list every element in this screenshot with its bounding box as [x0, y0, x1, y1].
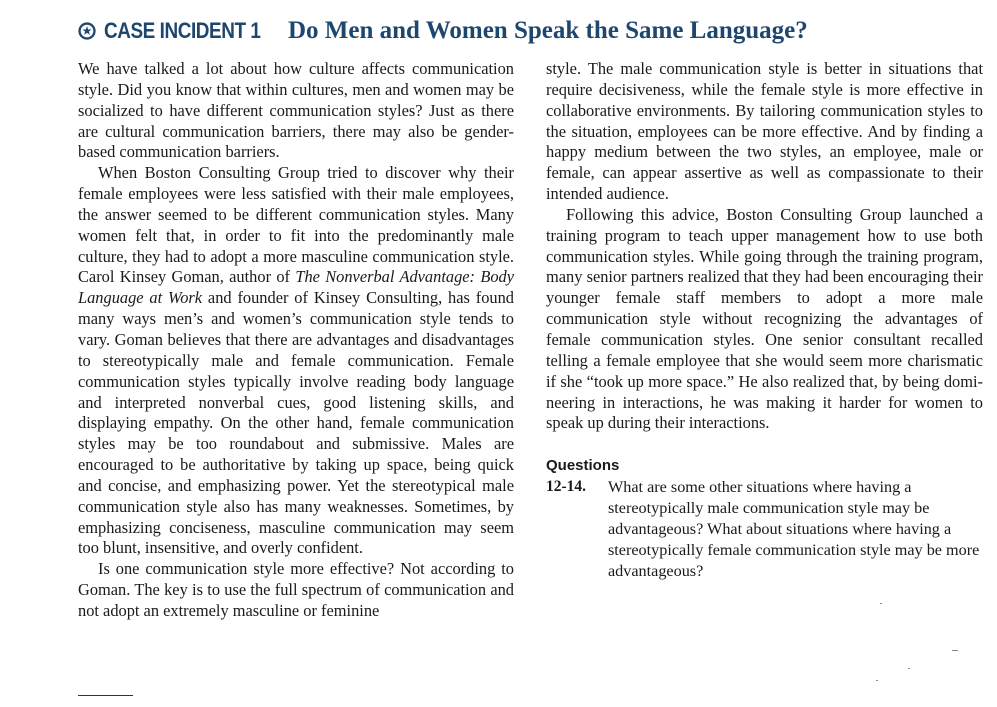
paragraph: Is one communication style more effective? Not according to Goman. The key is to use the full spectrum of communication and not adopt an extremely masculine or feminine: [78, 559, 514, 620]
case-title: Do Men and Women Speak the Same Language?: [288, 17, 808, 44]
case-header: [78, 14, 808, 48]
question-item: [546, 477, 983, 581]
footnote-rule: [78, 695, 133, 696]
speck: [876, 680, 878, 681]
question-text: What are some other situations where having a stereotypically male communication style may be advantageous? What about situations where having a stereotypically female communication style may be more advantageous?: [608, 478, 980, 580]
paragraph: [78, 163, 514, 559]
paragraph: style. The male communication style is better in situations that require decisiveness, while the female style is more effective in collaborative environments. By tailoring communication styles to the situation, employees can be more effective. And by finding a happy medium between the two styles, an employee, male or female, can appear assertive as well as compassionate to their intended audience.: [546, 59, 983, 204]
paragraph: Following this advice, Boston Consulting Group launched a training program to teach upper management how to use both communication styles. While going through the training program, many senior partners realized that they had been encouraging their younger female staff members to adopt a more male communication style without recognizing the advantages of female communication styles. One senior consultant recalled telling a female employee that she would seem more charismatic if she “took up more space.” He also realized that, by being domineering in interactions, he was making it harder for women to speak up during their interactions.: [546, 204, 983, 433]
right-column: [546, 59, 983, 581]
ring-star-icon: [78, 22, 96, 40]
paragraph: We have talked a lot about how culture affects communication style. Did you know that within cultures, men and women may be socialized to have different communication styles? Just as there are cultural communication barriers, there may also be gender-based communication barriers.: [78, 59, 514, 162]
question-number: 12-14.: [546, 478, 587, 496]
paragraph-text: and founder of Kinsey Consulting, has found many ways men’s and women’s communication style tends to vary. Goman believes that there are advantages and disadvantages to stereotypically male and female communication. Female communication styles typically involve reading body language and interpreted nonverbal cues, good listening skills, and displaying empathy. On the other hand, female communication styles may be too roundabout and submissive. Males are encouraged to be authoritative by taking up space, being quick and concise, and emphasizing power. Yet the stereotypical male communication style also has many weaknesses. Sometimes, by emphasizing conciseness, masculine communication may seem too blunt, insensitive, and overly confident.: [78, 288, 514, 558]
speck: [880, 603, 882, 604]
questions-heading: Questions: [546, 457, 620, 475]
speck: [952, 650, 958, 651]
paragraph-text: When Boston Consulting Group tried to discover why their female employees were less satisfied with their male employees, the answer seemed to be different communication styles. Many women felt that, in order to fit into the predominantly male culture, they had to adopt a more masculine communication style. Carol Kinsey Goman, author of: [78, 163, 514, 287]
speck: [908, 668, 910, 669]
book-title: The Nonverbal Advantage: Body Language at Work: [78, 267, 514, 308]
left-column: [78, 59, 514, 622]
case-incident-label: CASE INCIDENT 1: [104, 18, 261, 43]
